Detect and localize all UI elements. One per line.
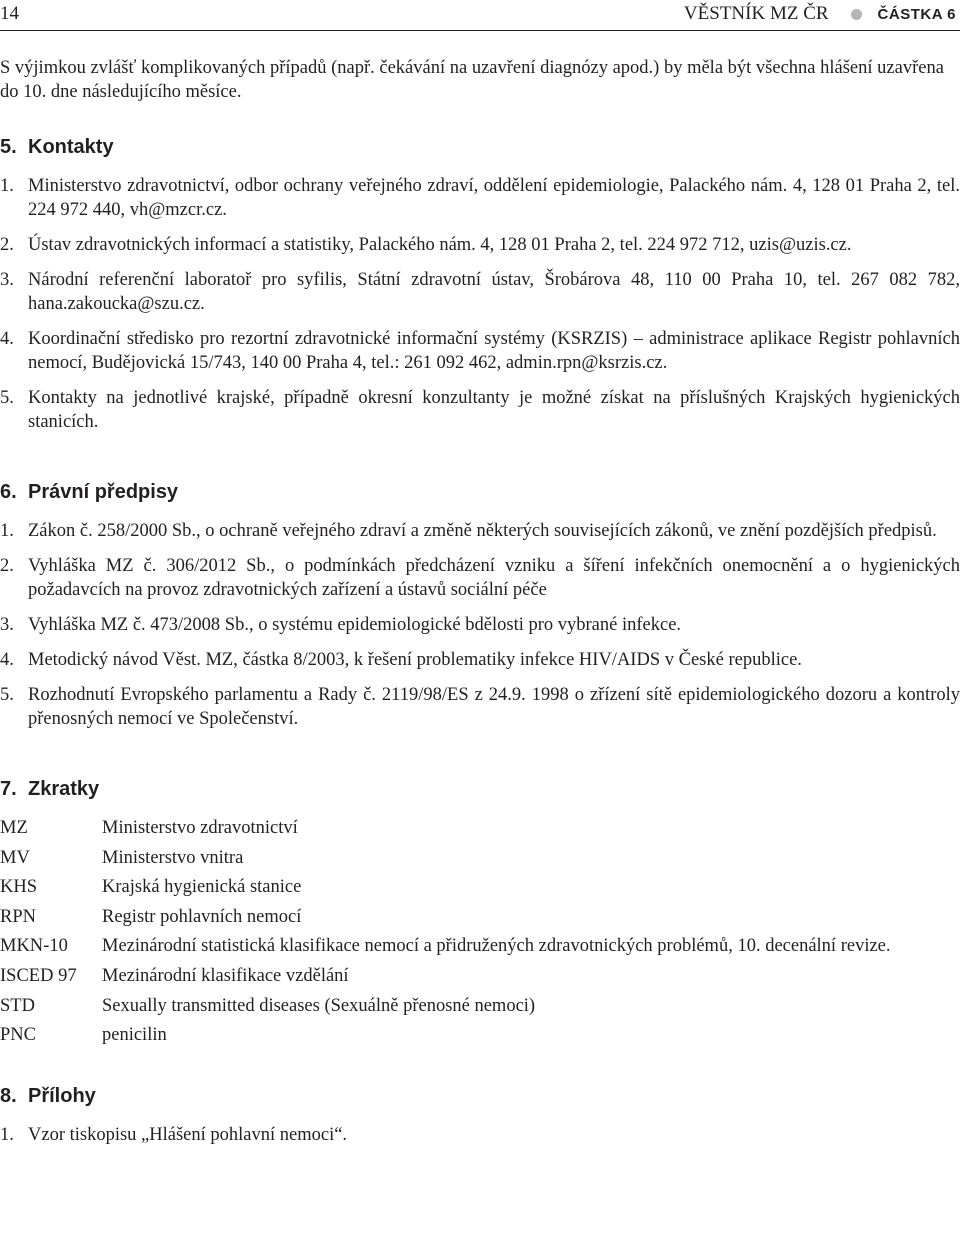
running-title <box>684 3 956 25</box>
list-item <box>0 1123 960 1147</box>
item-number: 2. <box>0 235 14 255</box>
item-text: Vyhláška MZ č. 473/2008 Sb., o systému epidemiologické bdělosti pro vybrané infekce. <box>28 615 682 635</box>
item-number: 5. <box>0 388 14 408</box>
section-heading-legal <box>0 479 960 505</box>
spacer <box>0 1053 960 1083</box>
item-number: 1. <box>0 521 14 541</box>
spacer <box>0 445 960 479</box>
list-item <box>0 648 960 672</box>
abbreviation: PNC <box>0 1025 36 1046</box>
item-text: Rozhodnutí Evropského parlamentu a Rady č. 2119/98/ES z 24.9. 1998 o zřízení sítě epidemiologického dozoru a kontroly přenosných nemocí ve Společenství. <box>28 685 960 729</box>
section-number: 5. <box>0 136 17 158</box>
item-text: Ústav zdravotnických informací a statistiky, Palackého nám. 4, 128 01 Praha 2, tel. 224 972 712, uzis@uzis.cz. <box>28 235 852 255</box>
list-item <box>0 327 960 375</box>
abbreviation-meaning: Mezinárodní klasifikace vzdělání <box>102 965 349 986</box>
section-heading-contacts <box>0 134 960 160</box>
abbreviation: KHS <box>0 877 38 898</box>
abbreviation-row <box>0 934 960 964</box>
section-heading-abbreviations <box>0 776 960 802</box>
abbreviation-row <box>0 846 960 876</box>
item-text: Národní referenční laboratoř pro syfilis, Státní zdravotní ústav, Šrobárova 48, 110 00 Praha 10, tel. 267 082 782, hana.zakoucka@szu.cz. <box>28 270 960 314</box>
abbreviation-meaning: Ministerstvo vnitra <box>102 847 244 868</box>
list-item <box>0 519 960 543</box>
item-text: Vzor tiskopisu „Hlášení pohlavní nemoci“. <box>28 1124 348 1145</box>
contacts-list <box>0 174 960 434</box>
abbreviation: STD <box>0 995 35 1016</box>
section-number: 7. <box>0 778 17 800</box>
abbreviation: ISCED 97 <box>0 965 77 986</box>
legal-list <box>0 519 960 731</box>
abbreviation: RPN <box>0 906 36 927</box>
item-number: 2. <box>0 556 14 576</box>
section-title: Kontakty <box>28 136 114 158</box>
page-content <box>0 56 960 1158</box>
item-text: Zákon č. 258/2000 Sb., o ochraně veřejného zdraví a změně některých souvisejících zákonů, ve znění pozdějších předpisů. <box>28 521 937 541</box>
item-text: Metodický návod Věst. MZ, částka 8/2003, k řešení problematiky infekce HIV/AIDS v České republice. <box>28 650 802 670</box>
issue-label: ČÁSTKA 6 <box>877 5 956 23</box>
section-number: 8. <box>0 1084 17 1107</box>
item-text: Vyhláška MZ č. 306/2012 Sb., o podmínkách předcházení vzniku a šíření infekčních onemocnění a o hygienických požadavcích na provoz zdravotnických zařízení a ústavů sociální péče <box>28 556 960 600</box>
list-item <box>0 386 960 434</box>
abbreviation: MKN-10 <box>0 936 68 957</box>
item-number: 3. <box>0 615 14 635</box>
list-item <box>0 683 960 731</box>
abbreviation-meaning: Sexually transmitted diseases (Sexuálně přenosné nemoci) <box>102 995 536 1016</box>
section-number: 6. <box>0 481 17 503</box>
attachments-list <box>0 1123 960 1147</box>
item-text: Ministerstvo zdravotnictví, odbor ochrany veřejného zdraví, oddělení epidemiologie, Palackého nám. 4, 128 01 Praha 2, tel. 224 972 440, vh@mzcr.cz. <box>28 176 960 220</box>
intro-paragraph: S výjimkou zvlášť komplikovaných případů (např. čekávání na uzavření diagnózy apod.) by měla být všechna hlášení uzavřena do 10. dne následujícího měsíce. <box>0 58 944 102</box>
abbreviation-meaning: Mezinárodní statistická klasifikace nemocí a přidružených zdravotnických problémů, 10. decenální revize. <box>102 936 891 957</box>
abbreviation-row <box>0 1023 960 1053</box>
list-item <box>0 174 960 222</box>
abbreviation-meaning: Ministerstvo zdravotnictví <box>102 818 298 838</box>
section-heading-attachments <box>0 1083 960 1109</box>
journal-title: VĚSTNÍK MZ ČR <box>683 3 829 24</box>
abbreviation-meaning: Registr pohlavních nemocí <box>102 906 302 927</box>
abbreviations-list <box>0 816 960 1053</box>
running-header <box>0 0 960 31</box>
item-number: 1. <box>0 176 14 196</box>
list-item <box>0 233 960 257</box>
item-number: 4. <box>0 329 14 349</box>
list-item <box>0 613 960 637</box>
abbreviation-row <box>0 875 960 905</box>
abbreviation-meaning: penicilin <box>102 1025 167 1046</box>
abbreviation: MZ <box>0 818 28 838</box>
section-title: Přílohy <box>28 1084 96 1107</box>
spacer <box>0 742 960 776</box>
item-text: Koordinační středisko pro rezortní zdravotnické informační systémy (KSRZIS) – administrace aplikace Registr pohlavních nemocí, Budějovická 15/743, 140 00 Praha 4, tel.: 261 092 462, admin.rpn@ksrzis.cz. <box>28 329 960 373</box>
list-item <box>0 554 960 602</box>
abbreviation-row <box>0 816 960 846</box>
page-number: 14 <box>0 3 19 24</box>
abbreviation-meaning: Krajská hygienická stanice <box>102 877 302 898</box>
abbreviation: MV <box>0 847 30 868</box>
section-title: Zkratky <box>28 778 100 800</box>
abbreviation-row <box>0 964 960 994</box>
item-number: 5. <box>0 685 14 705</box>
item-number: 3. <box>0 270 14 290</box>
abbreviation-row <box>0 905 960 935</box>
list-item <box>0 268 960 316</box>
item-text: Kontakty na jednotlivé krajské, případně okresní konzultanty je možné získat na příslušných Krajských hygienických stanicích. <box>28 388 960 432</box>
bullet-dot-icon <box>851 9 862 20</box>
item-number: 4. <box>0 650 14 670</box>
section-title: Právní předpisy <box>28 481 179 503</box>
abbreviation-row <box>0 994 960 1024</box>
item-number: 1. <box>0 1124 14 1145</box>
